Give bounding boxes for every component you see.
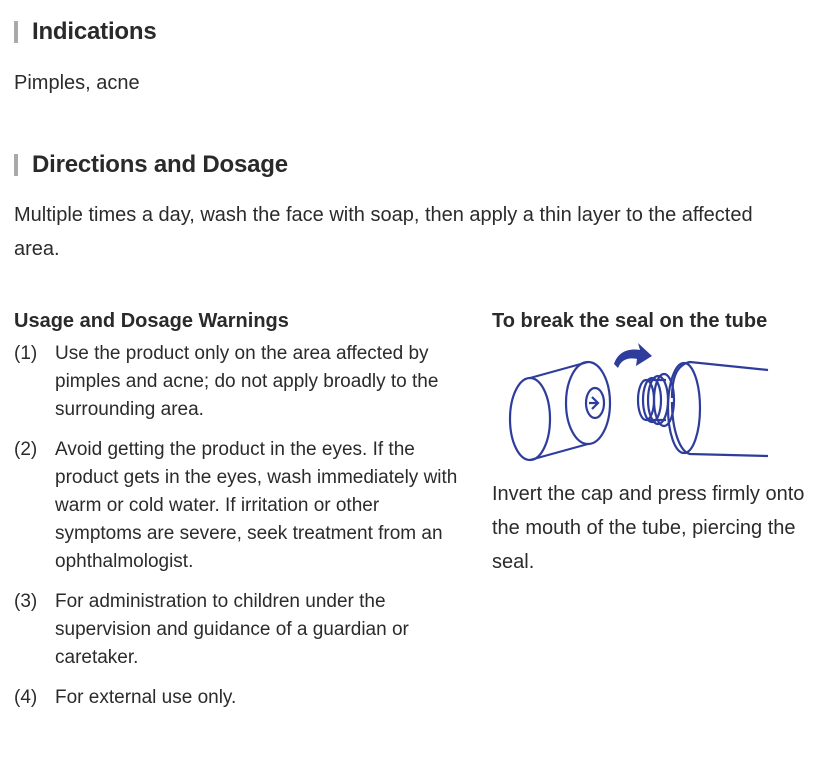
- directions-heading: [14, 151, 288, 179]
- warning-number: (4): [14, 687, 38, 708]
- tube-seal-illustration: [500, 342, 780, 470]
- indications-heading: [14, 18, 156, 46]
- indications-title: Indications: [32, 18, 157, 45]
- warnings-list: [14, 340, 464, 724]
- rotate-arrow-icon: [614, 343, 652, 368]
- heading-accent-bar: [14, 21, 18, 43]
- warning-number: (1): [14, 343, 38, 364]
- directions-text: Multiple times a day, wash the face with soap, then apply a thin layer to the affected area.: [14, 204, 753, 260]
- warning-item: [14, 684, 464, 712]
- cap-icon: [510, 362, 610, 460]
- indications-text: Pimples, acne: [14, 72, 140, 94]
- warnings-title: Usage and Dosage Warnings: [14, 310, 289, 332]
- warning-text: Avoid getting the product in the eyes. If the product gets in the eyes, wash immediately with warm or cold water. If irritation or other symptoms are severe, seek treatment from an ophthalmologist.: [55, 439, 458, 572]
- warning-item: [14, 588, 464, 672]
- warning-text: Use the product only on the area affected by pimples and acne; do not apply broadly to the surrounding area.: [55, 343, 439, 420]
- warning-item: [14, 436, 464, 576]
- warning-text: For administration to children under the supervision and guidance of a guardian or caretaker.: [55, 591, 409, 668]
- seal-title: To break the seal on the tube: [492, 310, 768, 332]
- warning-text: For external use only.: [55, 687, 237, 708]
- directions-title: Directions and Dosage: [32, 151, 288, 178]
- tube-icon: [638, 362, 768, 456]
- warning-number: (3): [14, 591, 38, 612]
- warning-number: (2): [14, 439, 38, 460]
- heading-accent-bar: [14, 154, 18, 176]
- warning-item: [14, 340, 464, 424]
- seal-instructions: Invert the cap and press firmly onto the mouth of the tube, piercing the seal.: [492, 483, 805, 573]
